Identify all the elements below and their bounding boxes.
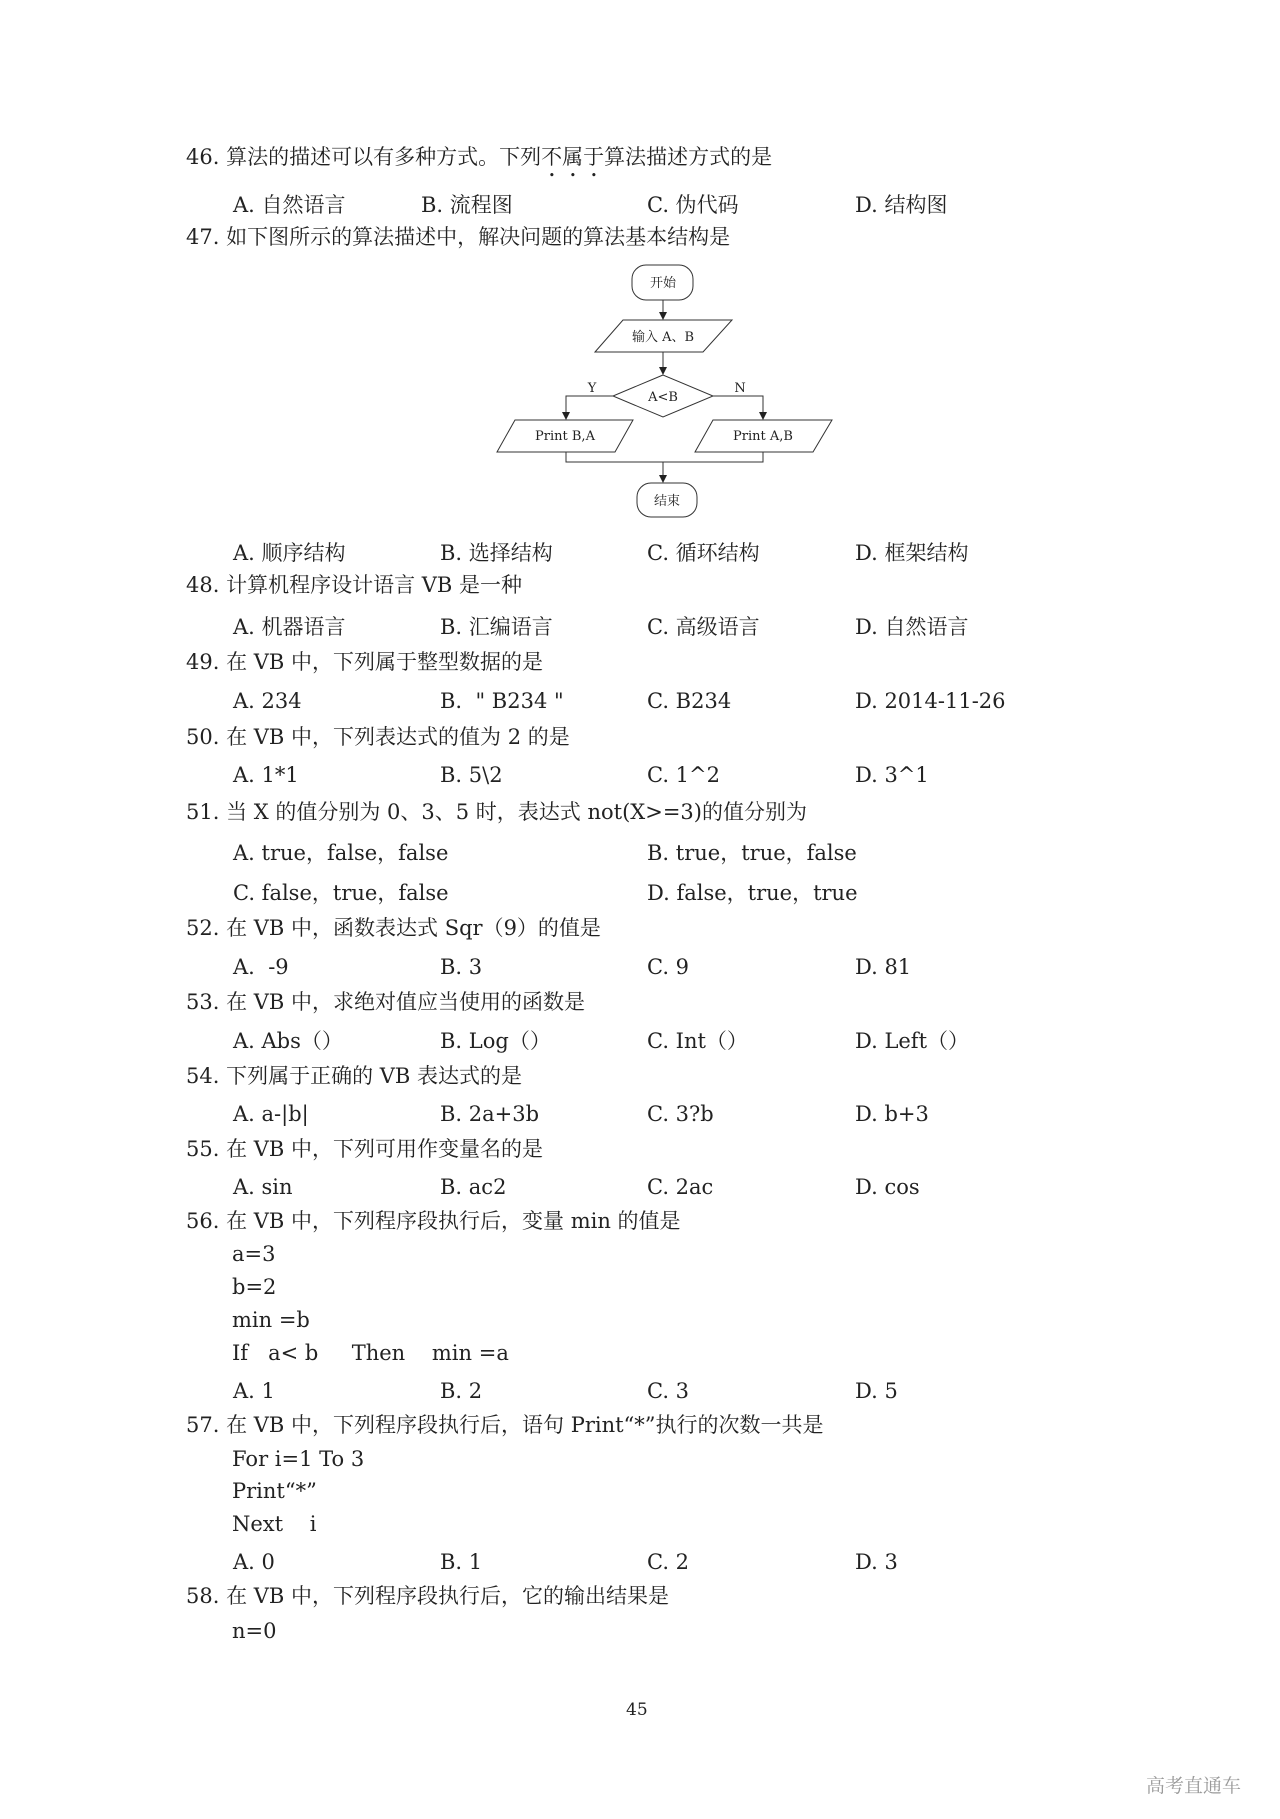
question-58: 58. 在 VB 中，下列程序段执行后，它的输出结果是 bbox=[186, 1584, 670, 1608]
question-50: 50. 在 VB 中，下列表达式的值为 2 的是 bbox=[186, 725, 570, 749]
option: A. 234 bbox=[233, 689, 302, 713]
option: B. 2 bbox=[440, 1379, 483, 1403]
option: B. Log（） bbox=[440, 1029, 551, 1053]
option: B. " B234 " bbox=[440, 689, 564, 713]
option: B. 流程图 bbox=[421, 193, 513, 217]
question-47: 47. 如下图所示的算法描述中，解决问题的算法基本结构是 bbox=[186, 225, 731, 249]
option: A. 机器语言 bbox=[233, 615, 346, 639]
option: A. sin bbox=[233, 1175, 293, 1199]
code-line: If a< b Then min =a bbox=[232, 1341, 509, 1365]
option: D. cos bbox=[855, 1175, 920, 1199]
option: C. 3 bbox=[647, 1379, 690, 1403]
code-line: For i=1 To 3 bbox=[232, 1447, 365, 1471]
question-49: 49. 在 VB 中，下列属于整型数据的是 bbox=[186, 650, 544, 674]
question-57: 57. 在 VB 中，下列程序段执行后，语句 Print“*”执行的次数一共是 bbox=[186, 1413, 824, 1437]
emphasized-text: 不属于 bbox=[541, 145, 605, 169]
code-line: min =b bbox=[232, 1308, 310, 1332]
option: C. 2 bbox=[647, 1550, 690, 1574]
option: A. true，false，false bbox=[233, 841, 449, 865]
option: D. 框架结构 bbox=[855, 541, 969, 565]
option: B. 3 bbox=[440, 955, 483, 979]
option: C. 2ac bbox=[647, 1175, 714, 1199]
option: C. Int（） bbox=[647, 1029, 748, 1053]
print-left-label: Print B,A bbox=[535, 429, 595, 444]
end-label: 结束 bbox=[653, 494, 681, 509]
code-line: a=3 bbox=[232, 1242, 276, 1266]
question-text: 算法描述方式的是 bbox=[604, 145, 773, 169]
option: B. 选择结构 bbox=[440, 541, 553, 565]
print-right-label: Print A,B bbox=[733, 429, 793, 444]
option: D. Left（） bbox=[855, 1029, 970, 1053]
option: C. 循环结构 bbox=[647, 541, 760, 565]
no-label: N bbox=[734, 381, 746, 396]
option: D. 3^1 bbox=[855, 763, 929, 787]
input-label: 输入 A、B bbox=[631, 330, 695, 345]
question-55: 55. 在 VB 中，下列可用作变量名的是 bbox=[186, 1137, 544, 1161]
option: B. 5\2 bbox=[440, 763, 503, 787]
code-line: n=0 bbox=[232, 1619, 277, 1643]
flowchart bbox=[0, 0, 1280, 560]
page-number: 45 bbox=[626, 1700, 648, 1720]
option: A. Abs（） bbox=[233, 1029, 343, 1053]
option: C. 高级语言 bbox=[647, 615, 760, 639]
option: C. 3?b bbox=[647, 1102, 714, 1126]
option: A. 1 bbox=[233, 1379, 275, 1403]
watermark: 高考直通车 bbox=[1146, 1775, 1242, 1797]
code-line: Next i bbox=[232, 1512, 317, 1536]
option: C. B234 bbox=[647, 689, 732, 713]
option: D. 2014-11-26 bbox=[855, 689, 1006, 713]
option: B. 2a+3b bbox=[440, 1102, 540, 1126]
option: B. ac2 bbox=[440, 1175, 507, 1199]
question-56: 56. 在 VB 中，下列程序段执行后，变量 min 的值是 bbox=[186, 1209, 681, 1233]
option: C. 1^2 bbox=[647, 763, 720, 787]
option: B. true，true，false bbox=[647, 841, 857, 865]
option: D. 5 bbox=[855, 1379, 898, 1403]
option: A. a-|b| bbox=[233, 1102, 309, 1126]
question-51: 51. 当 X 的值分别为 0、3、5 时，表达式 not(X>=3)的值分别为 bbox=[186, 800, 807, 824]
question-48: 48. 计算机程序设计语言 VB 是一种 bbox=[186, 573, 523, 597]
option: D. 结构图 bbox=[855, 193, 948, 217]
start-label: 开始 bbox=[649, 276, 677, 291]
option: D. b+3 bbox=[855, 1102, 929, 1126]
option: C. false，true，false bbox=[233, 881, 449, 905]
option: D. false，true，true bbox=[647, 881, 858, 905]
question-52: 52. 在 VB 中，函数表达式 Sqr（9）的值是 bbox=[186, 916, 601, 940]
code-line: b=2 bbox=[232, 1275, 277, 1299]
option: B. 1 bbox=[440, 1550, 483, 1574]
option: C. 9 bbox=[647, 955, 690, 979]
option: A. 顺序结构 bbox=[233, 541, 346, 565]
option: A. -9 bbox=[233, 955, 289, 979]
option: A. 自然语言 bbox=[233, 193, 346, 217]
question-54: 54. 下列属于正确的 VB 表达式的是 bbox=[186, 1064, 523, 1088]
option: D. 81 bbox=[855, 955, 912, 979]
condition-label: A<B bbox=[648, 390, 678, 405]
yes-label: Y bbox=[587, 381, 597, 396]
option: A. 1*1 bbox=[233, 763, 299, 787]
question-53: 53. 在 VB 中，求绝对值应当使用的函数是 bbox=[186, 990, 586, 1014]
option: A. 0 bbox=[233, 1550, 275, 1574]
option: D. 3 bbox=[855, 1550, 898, 1574]
option: C. 伪代码 bbox=[647, 193, 739, 217]
option: D. 自然语言 bbox=[855, 615, 969, 639]
question-text: 算法的描述可以有多种方式。下列 bbox=[226, 145, 542, 169]
option: B. 汇编语言 bbox=[440, 615, 553, 639]
code-line: Print“*” bbox=[232, 1479, 317, 1503]
question-number: 46. bbox=[186, 145, 220, 169]
